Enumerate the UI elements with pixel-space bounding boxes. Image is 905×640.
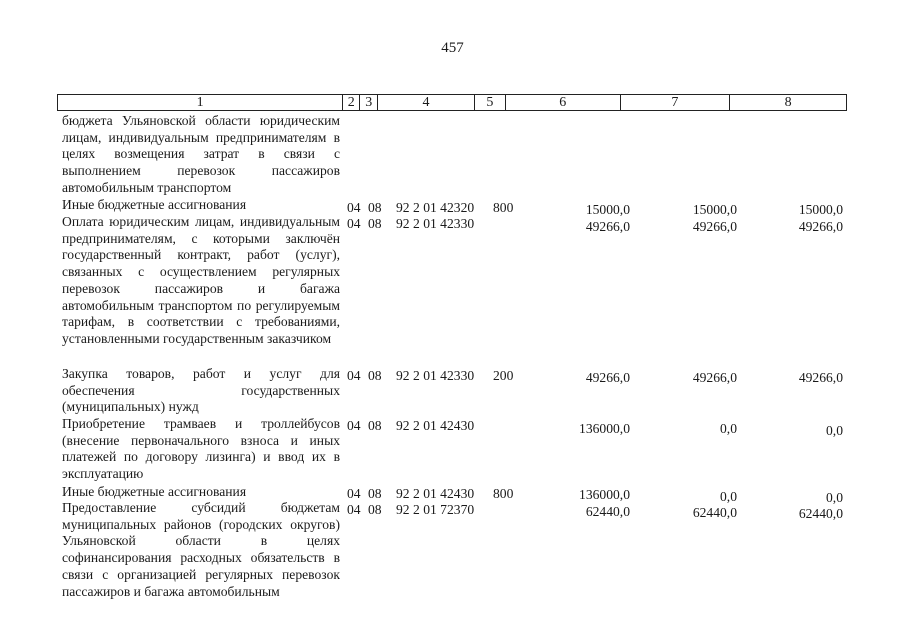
subsection-code: 08: [368, 502, 382, 517]
row-description: Иные бюджетные ассигнования: [62, 484, 247, 499]
header-col-1: 1: [58, 95, 343, 110]
section-code: 04: [347, 418, 361, 433]
amount-col-8: 62440,0: [798, 506, 843, 521]
table-header: [57, 94, 847, 111]
section-code: 04: [347, 368, 361, 383]
amount-col-8: 49266,0: [798, 219, 843, 234]
target-article-code: 92 2 01 72370: [396, 502, 475, 517]
amount-col-7: 15000,0: [692, 202, 737, 217]
row-description: Приобретение трамваев и троллейбусов (внесение первоначального взноса и иных платежей по договору лизинга) и ввод их в эксплуатацию: [62, 416, 340, 482]
amount-col-6: 136000,0: [579, 421, 630, 436]
amount-col-7: 49266,0: [692, 370, 737, 385]
amount-col-8: 0,0: [826, 490, 843, 505]
amount-col-7: 62440,0: [692, 505, 737, 520]
row-description: Иные бюджетные ассигнования: [62, 197, 247, 212]
section-code: 04: [347, 200, 361, 215]
amount-col-6: 136000,0: [579, 487, 630, 502]
subsection-code: 08: [368, 216, 382, 231]
amount-col-8: 15000,0: [798, 202, 843, 217]
subsection-code: 08: [368, 368, 382, 383]
expense-type-code: 800: [493, 486, 514, 501]
header-col-8: 8: [784, 95, 792, 110]
header-col-6: 6: [506, 95, 621, 110]
section-code: 04: [347, 502, 361, 517]
header-col-5: 5: [475, 95, 506, 110]
amount-col-6: 49266,0: [585, 370, 630, 385]
target-article-code: 92 2 01 42330: [396, 368, 475, 383]
header-col-3: 3: [360, 95, 378, 110]
page-number: 457: [441, 40, 464, 56]
target-article-code: 92 2 01 42330: [396, 216, 475, 231]
amount-col-7: 0,0: [720, 489, 737, 504]
header-col-7: 7: [621, 95, 731, 110]
subsection-code: 08: [368, 418, 382, 433]
amount-col-6: 62440,0: [585, 504, 630, 519]
amount-col-7: 49266,0: [692, 219, 737, 234]
subsection-code: 08: [368, 200, 382, 215]
expense-type-code: 800: [493, 200, 514, 215]
subsection-code: 08: [368, 486, 382, 501]
target-article-code: 92 2 01 42430: [396, 418, 475, 433]
amount-col-6: 15000,0: [585, 202, 630, 217]
header-col-2: 2: [343, 95, 360, 110]
target-article-code: 92 2 01 42320: [396, 200, 475, 215]
amount-col-8: 49266,0: [798, 370, 843, 385]
amount-col-6: 49266,0: [585, 219, 630, 234]
section-code: 04: [347, 486, 361, 501]
amount-col-8: 0,0: [826, 423, 843, 438]
section-code: 04: [347, 216, 361, 231]
row-description: Предоставление субсидий бюджетам муниципальных районов (городских округов) Ульяновской области в целях софинансирования расходных обязательств в связи с организацией регулярных перевозок пассажиров и багажа автомобильным: [62, 500, 340, 599]
row-description: бюджета Ульяновской области юридическим лицам, индивидуальным предпринимателям в целях возмещения затрат в связи с выполнением перевозок пассажиров автомобильным транспортом: [62, 113, 340, 195]
row-description: Закупка товаров, работ и услуг для обеспечения государственных (муниципальных) нужд: [62, 366, 340, 415]
target-article-code: 92 2 01 42430: [396, 486, 475, 501]
header-col-4: 4: [378, 95, 475, 110]
amount-col-7: 0,0: [720, 421, 737, 436]
expense-type-code: 200: [493, 368, 514, 383]
row-description: Оплата юридическим лицам, индивидуальным предпринимателям, с которыми заключён государственный контракт, работ (услуг), связанных с осуществлением регулярных перевозок пассажиров и багажа автомобильным транспортом по регулируемым тарифам, в соответствии с требованиями, установленными государственным заказчиком: [62, 214, 340, 346]
